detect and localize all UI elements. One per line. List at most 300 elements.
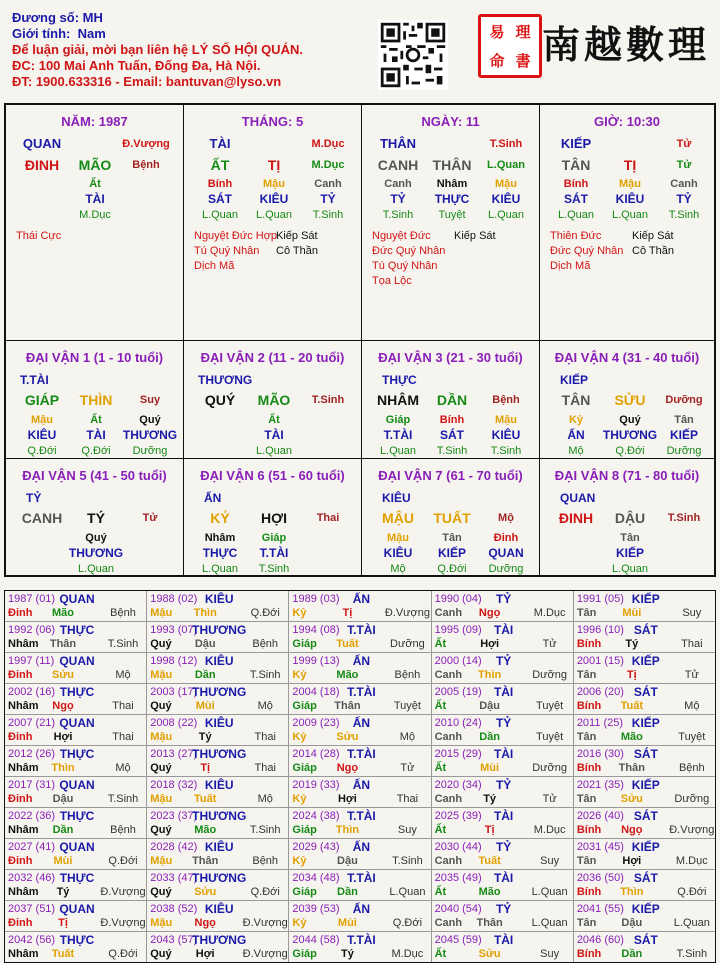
pillar-can: CANH (377, 157, 419, 173)
dai-van-stage: Bệnh (492, 394, 520, 406)
year-stage: Suy (540, 855, 560, 867)
pillar-top-stage: T.Sinh (489, 138, 523, 150)
year-can: Kỷ (292, 793, 307, 805)
year-label: 2027 (41) (8, 841, 56, 853)
year-stage: Thai (112, 731, 134, 743)
year-cell (574, 653, 715, 683)
year-chi: Tý (340, 948, 354, 960)
year-can: Quý (150, 638, 172, 650)
year-god: KIÊU (204, 592, 234, 606)
year-can: Đinh (8, 855, 33, 867)
hidden-god: SÁT (564, 192, 588, 206)
year-stage: Mộ (257, 700, 273, 712)
year-cell (574, 684, 715, 714)
year-cell (289, 808, 431, 838)
year-can: Giáp (292, 638, 317, 650)
year-chi: Hợi (53, 731, 73, 743)
pillar-chi-stage: Tử (676, 159, 692, 171)
year-label: 1991 (05) (576, 593, 624, 605)
year-can: Ất (434, 824, 447, 836)
year-stage: Mộ (115, 669, 131, 681)
year-chi: Ngọ (52, 700, 74, 712)
dai-van-title: ĐẠI VẬN 1 (1 - 10 tuổi) (25, 350, 164, 365)
year-god: QUAN (59, 902, 95, 916)
year-cell (574, 932, 715, 962)
year-label: 2014 (28) (292, 748, 340, 760)
year-god: THƯƠNG (192, 933, 247, 947)
hidden-stage: T.Sinh (312, 209, 344, 221)
dai-van-cell (362, 459, 540, 577)
year-god: T.TÀI (347, 871, 376, 885)
year-cell (5, 653, 147, 683)
year-label: 2015 (29) (434, 748, 482, 760)
year-label: 1988 (02) (150, 593, 198, 605)
year-label: 2007 (21) (8, 717, 56, 729)
hidden-god: SÁT (440, 428, 464, 442)
year-god: TỶ (495, 902, 512, 916)
year-label: 2038 (52) (150, 903, 198, 915)
year-god: QUAN (59, 778, 95, 792)
year-can: Mậu (150, 669, 173, 681)
dai-van-cell (540, 459, 714, 577)
year-cell (5, 870, 147, 900)
year-can: Canh (434, 917, 463, 929)
year-cell (147, 591, 289, 621)
year-cell (147, 653, 289, 683)
year-chi: Mùi (480, 762, 500, 774)
dai-van-can: GIÁP (24, 392, 60, 408)
year-row (5, 808, 715, 839)
year-chi: Tuất (478, 855, 501, 867)
year-cell (432, 591, 574, 621)
year-cell (147, 715, 289, 745)
year-can: Canh (434, 793, 463, 805)
hidden-stem: Mậu (495, 178, 517, 190)
dai-van-cell (362, 341, 540, 459)
hidden-stem: Ất (89, 178, 101, 190)
year-stage: T.Sinh (676, 948, 708, 960)
hidden-god: ẤN (567, 428, 585, 442)
year-label: 2041 (55) (576, 903, 624, 915)
year-label: 2011 (25) (576, 717, 624, 729)
hidden-god: TỶ (390, 192, 406, 206)
good-star: Tọa Lộc (372, 275, 412, 287)
year-label: 2022 (36) (8, 810, 56, 822)
year-can: Đinh (8, 607, 33, 619)
year-god: QUAN (59, 654, 95, 668)
bad-star: Cô Thần (276, 245, 318, 257)
year-can: Kỷ (292, 607, 307, 619)
hidden-stem: Ất (90, 414, 102, 426)
year-stage: Q.Đới (677, 886, 707, 898)
year-can: Kỷ (292, 669, 307, 681)
year-cell (5, 932, 147, 962)
hidden-god: QUAN (488, 546, 524, 560)
year-label: 2040 (54) (434, 903, 482, 915)
year-stage: M.Dục (533, 824, 566, 836)
year-god: THỰC (59, 809, 95, 823)
hidden-stem: Giáp (385, 414, 411, 426)
year-chi: Tị (342, 607, 353, 619)
owner-info (12, 10, 303, 90)
year-stage: Bệnh (394, 669, 421, 681)
year-can: Ất (434, 700, 447, 712)
year-label: 2013 (27) (150, 748, 198, 760)
year-stage: Suy (540, 948, 560, 960)
year-can: Giáp (292, 886, 317, 898)
year-chi: Dần (479, 731, 500, 743)
year-god: TỶ (495, 778, 512, 792)
year-chi: Mùi (622, 607, 642, 619)
year-stage: Đ.Vượng (100, 917, 146, 929)
year-god: TÀI (493, 933, 514, 947)
pillar-cell (540, 105, 714, 341)
year-can: Quý (150, 948, 172, 960)
year-chi: Hợi (337, 793, 357, 805)
year-stage: Bệnh (110, 607, 136, 619)
pillar-title: NĂM: 1987 (61, 114, 128, 129)
year-label: 2018 (32) (150, 779, 198, 791)
year-stage: Mộ (257, 793, 273, 805)
pillar-top-god: TÀI (209, 136, 231, 151)
year-label: 2046 (60) (576, 934, 624, 946)
year-god: T.TÀI (347, 623, 376, 637)
hidden-stem: Mậu (619, 178, 641, 190)
year-cell (147, 622, 289, 652)
year-god: ẤN (352, 592, 371, 606)
year-label: 2044 (58) (292, 934, 340, 946)
year-cell (574, 777, 715, 807)
year-stage: Đ.Vượng (242, 917, 288, 929)
year-label: 2001 (15) (576, 655, 624, 667)
hidden-stem: Quý (85, 532, 107, 544)
year-label: 2012 (26) (8, 748, 56, 760)
year-god: THƯƠNG (192, 809, 247, 823)
bad-star: Kiếp Sát (632, 230, 674, 242)
year-chi: Sửu (336, 731, 359, 743)
year-label: 1992 (06) (8, 624, 56, 636)
year-cell (432, 932, 574, 962)
dai-van-title: ĐẠI VẬN 5 (41 - 50 tuổi) (22, 468, 167, 483)
year-god: QUAN (59, 716, 95, 730)
year-row (5, 839, 715, 870)
dai-van-can: ĐINH (558, 510, 594, 526)
year-label: 1994 (08) (292, 624, 340, 636)
year-stage: Tuyệt (393, 700, 421, 712)
year-can: Đinh (8, 793, 33, 805)
year-god: THƯƠNG (192, 747, 247, 761)
dai-van-stage: Thai (316, 512, 340, 524)
year-cell (432, 746, 574, 776)
year-can: Giáp (292, 762, 317, 774)
year-can: Tân (576, 917, 597, 929)
hidden-stage: L.Quan (379, 445, 417, 457)
good-star: Đức Quý Nhân (372, 245, 446, 257)
pillar-chi-stage: Bệnh (132, 159, 160, 171)
year-label: 1993 (07) (150, 624, 198, 636)
hidden-god: SÁT (208, 192, 232, 206)
hidden-god: THƯƠNG (68, 546, 124, 560)
year-chi: Tuất (620, 700, 644, 712)
hidden-stem: Giáp (261, 532, 287, 544)
year-can: Quý (150, 700, 172, 712)
year-god: THƯƠNG (192, 685, 247, 699)
year-stage: T.Sinh (107, 638, 139, 650)
hidden-god: TỶ (320, 192, 336, 206)
dai-van-top-god: ẤN (204, 491, 222, 505)
year-stage: Dưỡng (532, 762, 567, 774)
contact-line: Để luận giải, mời bạn liên hệ LÝ SỐ HỘI QUÁN. (12, 42, 303, 57)
hidden-stage: T.Sinh (436, 445, 468, 457)
hidden-god: KIẾP (615, 546, 645, 560)
pillar-top-stage: M.Dục (311, 138, 345, 150)
year-label: 2003 (17) (150, 686, 198, 698)
year-label: 2033 (47) (150, 872, 198, 884)
year-stage: Tuyệt (536, 700, 564, 712)
year-god: KIÊU (204, 840, 234, 854)
year-chi: Thìn (193, 607, 217, 619)
year-god: T.TÀI (347, 685, 376, 699)
hidden-god: T.TÀI (383, 428, 413, 442)
year-stage: L.Quan (531, 886, 568, 898)
year-god: TỶ (495, 840, 512, 854)
year-cell (289, 591, 431, 621)
year-stage: Q.Đới (250, 886, 280, 898)
year-label: 2016 (30) (576, 748, 624, 760)
year-chi: Mùi (53, 855, 73, 867)
year-row (5, 684, 715, 715)
year-god: T.TÀI (347, 747, 376, 761)
year-label: 2028 (42) (150, 841, 198, 853)
year-chi: Thìn (335, 824, 360, 836)
hidden-god: KIÊU (491, 428, 521, 442)
year-stage: Dưỡng (674, 793, 710, 805)
good-star: Thiên Đức (550, 230, 602, 242)
dai-van-stage: Mộ (498, 512, 514, 524)
hidden-stem: Bính (563, 178, 589, 190)
dai-van-cell (540, 341, 714, 459)
bad-star: Cô Thần (632, 245, 674, 257)
year-chi: Tị (484, 824, 495, 836)
year-can: Mậu (150, 731, 173, 743)
year-label: 2004 (18) (292, 686, 340, 698)
year-cell (289, 870, 431, 900)
hidden-god: KIÊU (259, 192, 289, 206)
pillar-chi-stage: M.Dục (311, 159, 345, 171)
year-cell (574, 839, 715, 869)
year-god: ẤN (352, 654, 371, 668)
year-god: THỰC (59, 871, 95, 885)
year-cell (289, 932, 431, 962)
year-god: KIẾP (631, 902, 660, 916)
year-chi: Thân (334, 700, 361, 712)
year-chi: Dần (52, 824, 74, 836)
year-stage: L.Quan (673, 917, 710, 929)
year-cell (289, 777, 431, 807)
year-cell (432, 684, 574, 714)
dai-van-stage: Suy (139, 394, 161, 406)
hidden-stage: T.Sinh (490, 445, 522, 457)
year-can: Ất (434, 948, 447, 960)
hidden-god: KIẾP (669, 428, 699, 442)
year-god: ẤN (352, 778, 371, 792)
year-god: ẤN (352, 716, 371, 730)
year-cell (5, 839, 147, 869)
year-chi: Tuất (194, 793, 217, 805)
year-stage: Thai (254, 731, 276, 743)
pillar-chi: MÃO (78, 157, 112, 173)
year-chi: Ngọ (336, 762, 359, 774)
pillar-can: TÂN (561, 157, 591, 173)
hidden-stem: Ất (268, 414, 280, 426)
year-can: Kỷ (292, 731, 307, 743)
hidden-god: TỶ (676, 192, 692, 206)
year-can: Mậu (150, 917, 173, 929)
year-label: 2002 (16) (8, 686, 56, 698)
good-star: Dịch Mã (194, 260, 235, 272)
year-label: 1996 (10) (576, 624, 624, 636)
pillar-title: GIỜ: 10:30 (593, 114, 660, 129)
year-cell (5, 777, 147, 807)
year-cell (574, 808, 715, 838)
year-chi: Mùi (195, 700, 215, 712)
pillar-chi: TỊ (267, 157, 281, 173)
hidden-stem: Mậu (387, 532, 409, 544)
year-cell (289, 746, 431, 776)
year-god: KIẾP (631, 654, 660, 668)
year-cell (289, 684, 431, 714)
year-cell (147, 901, 289, 931)
year-stage: Bệnh (252, 638, 279, 650)
year-stage: Thai (396, 793, 419, 805)
year-stage: M.Dục (675, 855, 708, 867)
owner-value: MH (82, 10, 103, 25)
year-stage: Tử (542, 793, 557, 805)
year-label: 2029 (43) (292, 841, 340, 853)
hidden-god: THỰC (202, 546, 238, 560)
dai-van-can: NHÂM (377, 392, 419, 408)
year-can: Ất (434, 762, 447, 774)
year-label: 2006 (20) (576, 686, 624, 698)
year-stage: Đ.Vượng (100, 886, 146, 898)
hidden-stem: Đinh (493, 532, 519, 544)
year-cell (5, 715, 147, 745)
hidden-stem: Tân (442, 532, 462, 544)
year-row (5, 777, 715, 808)
dai-van-chi: TUẤT (433, 510, 471, 526)
hidden-stage: L.Quan (77, 563, 115, 575)
year-can: Bính (576, 700, 602, 712)
hidden-stem: Nhâm (436, 178, 468, 190)
hidden-stem: Mậu (263, 178, 285, 190)
pillar-chi: TỊ (623, 157, 637, 173)
hidden-stem: Tân (620, 532, 640, 544)
year-can: Tân (576, 607, 597, 619)
dai-van-can: CANH (21, 510, 63, 526)
year-label: 2030 (44) (434, 841, 482, 853)
year-god: KIÊU (204, 902, 234, 916)
year-god: T.TÀI (347, 933, 376, 947)
year-cell (289, 901, 431, 931)
pillar-chi-stage: L.Quan (487, 159, 525, 171)
year-chi: Thân (618, 762, 645, 774)
dai-van-cell (6, 459, 184, 577)
dai-van-can: QUÝ (204, 392, 236, 408)
year-label: 2017 (31) (8, 779, 56, 791)
year-cell (432, 808, 574, 838)
year-can: Bính (576, 824, 602, 836)
year-label: 2026 (40) (576, 810, 624, 822)
year-god: SÁT (633, 685, 658, 699)
year-cell (289, 653, 431, 683)
year-chi: Dậu (194, 638, 216, 650)
year-cell (147, 839, 289, 869)
pillar-title: NGÀY: 11 (421, 114, 480, 129)
year-can: Canh (434, 731, 463, 743)
year-cell (432, 715, 574, 745)
year-can: Quý (150, 886, 172, 898)
year-god: TÀI (493, 809, 514, 823)
year-stage: T.Sinh (107, 793, 139, 805)
hidden-stage: Dưỡng (132, 445, 168, 457)
year-chi: Mão (194, 824, 217, 836)
good-star: Nguyệt Đức Hợp (194, 230, 278, 242)
year-chi: Sửu (194, 886, 217, 898)
hidden-stage: L.Quan (557, 209, 595, 221)
year-cell (5, 591, 147, 621)
year-can: Tân (576, 669, 597, 681)
year-chi: Thân (192, 855, 219, 867)
year-can: Ất (434, 638, 447, 650)
year-label: 2045 (59) (434, 934, 482, 946)
dai-van-chi: MÃO (257, 392, 291, 408)
year-cell (5, 808, 147, 838)
red-seal-stamp (478, 14, 542, 78)
year-god: TÀI (493, 685, 514, 699)
year-cell (5, 901, 147, 931)
year-god: QUAN (59, 592, 95, 606)
year-label: 1999 (13) (292, 655, 340, 667)
year-cell (432, 839, 574, 869)
year-chi: Sửu (51, 669, 75, 681)
seal-char: 命 (489, 51, 505, 70)
year-label: 2043 (57) (150, 934, 198, 946)
hidden-god: THỰC (434, 192, 470, 206)
year-stage: Dưỡng (532, 669, 567, 681)
year-stage: Thai (254, 762, 276, 774)
year-label: 2039 (53) (292, 903, 340, 915)
year-stage: Dưỡng (390, 638, 425, 650)
year-chi: Ngọ (478, 607, 501, 619)
hidden-stem: Bính (207, 178, 233, 190)
year-label: 2037 (51) (8, 903, 56, 915)
year-chi: Thân (49, 638, 77, 650)
year-cell (574, 901, 715, 931)
address-line: ĐC: 100 Mai Anh Tuấn, Đống Đa, Hà Nội. (12, 58, 261, 73)
dai-van-chi: TÝ (87, 510, 105, 526)
hidden-god: TÀI (85, 192, 105, 206)
year-label: 2023 (37) (150, 810, 198, 822)
year-stage: Tuyệt (678, 731, 706, 743)
year-stage: T.Sinh (249, 824, 281, 836)
year-can: Nhâm (8, 762, 39, 774)
year-chi: Tị (626, 669, 637, 681)
year-cell (289, 839, 431, 869)
year-label: 2025 (39) (434, 810, 482, 822)
year-chi: Dậu (621, 917, 643, 929)
year-stage: Mộ (684, 700, 700, 712)
hidden-stage: L.Quan (201, 563, 239, 575)
